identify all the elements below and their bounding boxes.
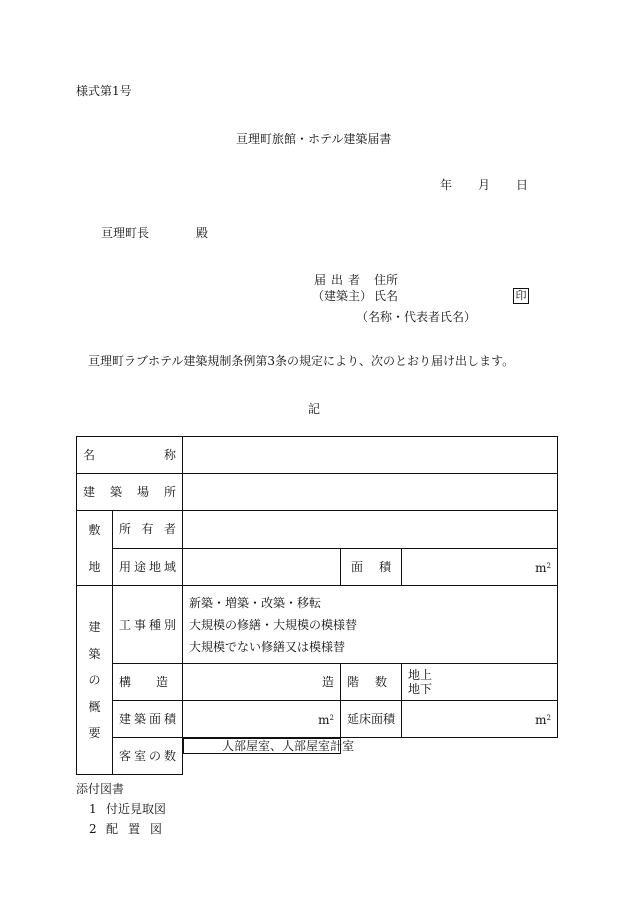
person-room-2: 人部屋: [282, 739, 319, 753]
name-label: 氏名: [374, 289, 399, 303]
above-ground: 地上: [408, 668, 433, 682]
table-row: [77, 474, 558, 511]
site-label: [77, 511, 113, 586]
guest-rooms-value[interactable]: [183, 738, 355, 754]
name-value[interactable]: [183, 437, 558, 474]
label-char: 名: [83, 448, 96, 462]
label-char: の: [88, 673, 101, 687]
addressee-name: 亘理町長: [101, 226, 150, 240]
attachments-heading: 添付図書: [76, 782, 125, 796]
room-2: 室: [318, 739, 331, 753]
label-char: 築: [109, 485, 122, 499]
total-floor-area-value[interactable]: [402, 701, 558, 738]
label-char: 築: [88, 646, 101, 661]
ki-heading: 記: [308, 402, 321, 416]
spread-label: [119, 618, 176, 632]
label-char: 工: [119, 617, 132, 632]
date-day: 日: [515, 178, 528, 192]
work-type-label: [113, 586, 183, 664]
spread-label: [119, 675, 176, 689]
label-char: 敷: [88, 522, 101, 537]
label-char: 建: [83, 485, 96, 499]
building-overview-label: [77, 586, 113, 775]
work-option[interactable]: 新築・増築・改築・移転: [189, 595, 322, 610]
unit-m2: $m^2$: [535, 713, 552, 727]
zoning-value[interactable]: [183, 548, 341, 586]
date-month: 月: [477, 178, 490, 192]
label-char: 積: [378, 559, 391, 574]
spread-label: [119, 560, 176, 574]
address-label: 住所: [374, 273, 399, 287]
attachment-item: 付近見取図: [106, 802, 167, 816]
label-char: 階: [347, 675, 360, 689]
work-type-options[interactable]: [183, 586, 558, 664]
spread-label: [119, 522, 176, 536]
body-text: 亘理町ラブホテル建築規制条例第3条の規定により、次のとおり届け出します。: [88, 354, 515, 368]
applicant-note: （名称・代表者氏名）: [356, 310, 477, 324]
date-year: 年: [440, 178, 453, 192]
spread-label: [347, 675, 395, 689]
owner-value[interactable]: [183, 511, 558, 549]
label-char: 築: [133, 712, 146, 726]
label-char: 所: [119, 522, 132, 537]
addressee-honorific: 殿: [196, 226, 209, 240]
structure-value[interactable]: 造: [183, 664, 341, 701]
label-char: 要: [88, 726, 101, 740]
label-char: 地: [148, 559, 161, 574]
label-char: 造: [155, 675, 168, 689]
below-ground: 地下: [408, 682, 433, 696]
label-char: 面: [351, 559, 364, 574]
attachment-item: 配置図: [106, 822, 173, 836]
total-label: 計: [330, 739, 343, 753]
form-number: 様式第1号: [76, 84, 132, 98]
total-floor-area-label: 延床面積: [341, 701, 402, 738]
structure-label: [113, 664, 183, 701]
label-char: 建: [88, 620, 101, 634]
room-total: 室: [342, 739, 355, 753]
spread-label: [83, 485, 176, 499]
person-room-1: 人部屋: [222, 739, 259, 753]
floors-value[interactable]: [402, 664, 558, 701]
unit-m2: $m^2$: [318, 713, 334, 727]
unit-m2: $m^2$: [535, 560, 552, 575]
table-row: [77, 586, 558, 664]
label-char: 場: [136, 485, 149, 499]
label-char: 数: [374, 675, 387, 689]
area-label: [341, 548, 402, 586]
table-row: [77, 701, 558, 738]
label-char: 種: [148, 617, 161, 632]
spread-label: [83, 448, 176, 462]
label-char: 域: [163, 559, 176, 574]
label-char: 別: [163, 617, 176, 632]
room-1: 室、: [258, 739, 283, 753]
application-table: [76, 436, 558, 775]
floors-label: [341, 664, 402, 701]
guest-rooms-label: [113, 738, 183, 775]
label-char: 数: [163, 749, 176, 763]
location-cell-label: [77, 474, 183, 511]
label-char: の: [148, 749, 161, 763]
label-char: 建: [119, 712, 132, 726]
label-char: 室: [133, 749, 146, 763]
location-value[interactable]: [183, 474, 558, 511]
applicant-label-1: 届出者: [314, 273, 366, 287]
table-row: [77, 738, 558, 775]
table-row: [77, 664, 558, 701]
applicant-label-2: （建築主）: [312, 289, 373, 303]
label-char: 構: [119, 675, 132, 689]
spread-label: [347, 560, 395, 574]
label-char: 積: [163, 712, 176, 726]
table-row: [77, 511, 558, 549]
label-char: 客: [119, 749, 132, 763]
area-value[interactable]: [402, 548, 558, 586]
attachment-num: 1: [89, 802, 97, 816]
document-title: 亘理町旅館・ホテル建築届書: [236, 132, 392, 146]
label-char: 地: [88, 559, 101, 574]
label-char: 者: [163, 522, 176, 537]
label-char: 概: [88, 699, 101, 714]
label-char: 面: [148, 712, 161, 726]
work-option[interactable]: 大規模でない修繕又は模様替: [189, 639, 346, 654]
building-area-value[interactable]: [183, 701, 341, 738]
spread-label: [119, 749, 176, 763]
name-cell-label: [77, 437, 183, 474]
table-row: [77, 437, 558, 474]
owner-label: [113, 511, 183, 549]
seal-mark: 印: [513, 288, 529, 304]
table-row: [77, 548, 558, 586]
zoning-label: [113, 548, 183, 586]
spread-label: [119, 712, 176, 726]
date-line: [440, 178, 528, 192]
work-option[interactable]: 大規模の修繕・大規模の模様替: [189, 617, 358, 632]
label-char: 称: [163, 448, 176, 462]
label-char: 事: [133, 617, 146, 632]
building-area-label: [113, 701, 183, 738]
attachment-num: 2: [89, 822, 97, 836]
label-char: 途: [133, 559, 146, 574]
label-char: 有: [141, 522, 154, 537]
label-char: 用: [119, 559, 132, 574]
label-char: 所: [163, 485, 176, 499]
